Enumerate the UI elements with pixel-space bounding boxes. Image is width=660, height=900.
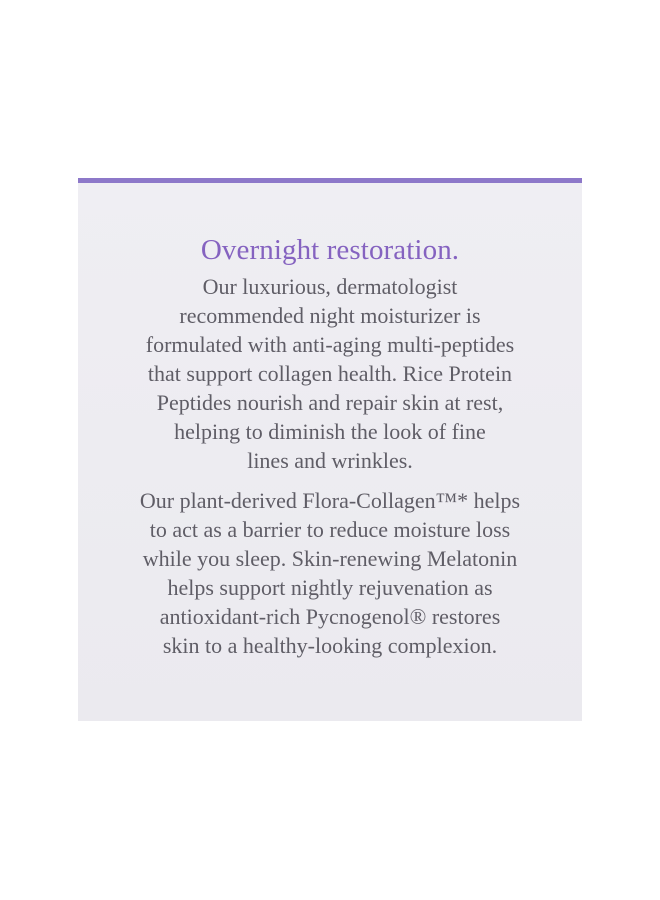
description-paragraph-1: Our luxurious, dermatologist recommended night moisturizer is formulated with anti-aging multi-peptides that support collagen health. Rice Protein Peptides nourish and repair skin at rest, helping to diminish the look of fine lines and wrinkles.	[145, 274, 515, 473]
accent-bar	[78, 178, 582, 183]
headline: Overnight restoration.	[200, 234, 460, 266]
description-paragraph-2: Our plant-derived Flora-Collagen™* helps to act as a barrier to reduce moisture loss while you sleep. Skin-renewing Melatonin helps support nightly rejuvenation as antioxidant-rich Pycnogenol® restores skin to a healthy-looking complexion.	[139, 488, 521, 658]
product-description-panel	[78, 178, 582, 721]
panel-content	[78, 232, 582, 660]
